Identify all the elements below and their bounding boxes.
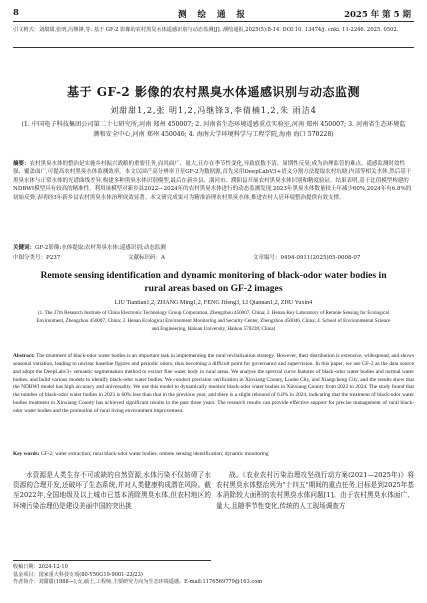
author-bio: 作者简介：刘甜甜(1988—),女,硕士,工程师,主要研究方向为生态环境遥感。E-mail:1176569779@163.com	[13, 579, 263, 586]
body-column-left: 水资源是人类生存不可或缺的自然资源,水体污染不仅妨碍了水资源的合理开发,还破坏了生态系统,并对人类健康构成潜在风险。截至2022年,全国地级及以上城市已基本消除黑臭水体,但农村地区的环境污染治理仍是建设美丽中国的突出挑	[13, 471, 211, 510]
keywords-english	[13, 451, 414, 457]
footnote-rule	[13, 560, 211, 561]
footnotes	[13, 564, 414, 587]
fund-project: 基金项目：国家重大科技专项(80-Y50G19-9001-22/23)	[13, 571, 143, 578]
received-date: 收稿日期：2024-12-10	[13, 564, 68, 570]
keywords-chinese	[13, 243, 414, 251]
abstract-text-en: The treatment of black-odor water bodies is an important task in implementing the rural revitalization strategy. However, their distribution is extensive, widespread, and shows seasonal variation, leading to unclear baseline figures and periodic odors, thus becoming a difficult point for governance and supervision. In this paper, we use GF-2 as the data source and adopt the DeepLabv3+ semantic segmentation method to extract fine water body in rural areas. We analyse the spectral curve features of black-odor water bodies and normal water bodies, and build various models to identify black-odor water bodies. We conduct precision verification in Xinxiang County, Luohe City, and Xiangcheng City, and the results show that the NDBWI model has high accuracy and universality. We use this model to dynamically monitor black-odor water bodies in Xinxiang County from 2022 to 2024. The study found that the number of black-odor water bodies in 2023 is 60% less than that in the previous year, and there is a slight rebound of 6.8% in 2024, indicating that the treatment of black-odor water bodies treatment in Xinxiang County has achieved significant results in the past three years. The research results can provide effective support for precise management of rural black-odor water bodies and the promotion of rural living environment improvement.	[13, 353, 414, 414]
citation-format: 引文格式：刘甜甜,张明,冯继锋,等. 基于 GF-2 影像的农村黑臭水体遥感识别与动态监测[J]. 测绘通报,2025(5):8-14. DOI:10. 13474/j. cnki. 11-2246. 2025. 0502.	[13, 27, 399, 33]
abstract-text-cn: 农村黑臭水体的整治是实施乡村振兴战略的重要任务,而其面广、量大,且存在季节性变化,导致底数不清、周期性反臭,成为治理监管的难点。遥感监测时效性强、覆盖面广,可提高农村黑臭水体监测效率。本文以国产高分辨率卫星GF-2为数据源,首先采用DeepLabV3+语义分割方法提取农村坑塘,内部等相关水体,然后基于黑臭水体与正常水体的光谱曲线差异,构建多种黑臭水体识别模型,最后在新乡县、潢河市、濮阳县开展农村黑臭水体识别和精度验证。结果表明,基于比值模型构建的NDBWI模型具有较高的精准性。利用该模型对新乡县2022—2024年的农村黑臭水体进行的动态监测发现,2023年黑臭水体数量较上年减少60%,2024年有6.8%的初始反弹,表明经3年新乡县农村黑臭水体治理成效显著。本文研究成果可为精准治理农村黑臭水体,推进农村人居环境整治提供有效支撑。	[13, 161, 412, 201]
keywords-text-en: GF-2; water extraction; rural black-odor water bodies; remote sensing identification; dynamic monitoring	[40, 451, 269, 457]
title-chinese: 基于 GF-2 影像的农村黑臭水体遥感识别与动态监测	[67, 85, 360, 99]
keywords-text-cn: GF-2影像;水体提取;农村黑臭水体;遥感识别;动态监测	[35, 245, 166, 251]
keywords-label-cn: 关键词：	[13, 245, 36, 251]
header-rule	[13, 21, 414, 22]
clc-number: 中图分类号：P237	[13, 255, 61, 261]
affiliations-english: (1. The 27th Research Institute of China Electronic Technology Group Corporation, Zhengzhou 450007, China; 2. Henan Key Laboratory of Remote Sensing for Ecological Environment, Zhengzhou 450007, China; 3. Henan Ecological Environment Monitoring and Security Center, Zhengzhou 450046, China; 4. School of Environmental Science and Engineering, Hainan University, Haikou 570228, China)	[36, 310, 391, 332]
document-code: 文献标识码：A	[128, 255, 165, 261]
running-header	[0, 6, 427, 20]
body-column-right: 战。《农业农村污染治理攻坚战行动方案(2021—2025年)》将农村黑臭水体整治列为"十四五"期间的重点任务,目标是到2025年基本消除较大面积的农村黑臭水体问题[1]。由于农村黑臭水体面广、量大,且随季节性变化,传统的人工现场调查方	[216, 471, 414, 510]
article-number: 文章编号：0494-0911(2025)05-0008-07	[253, 255, 361, 261]
keywords-label-en: Key words:	[13, 451, 40, 457]
citation-rule	[13, 47, 414, 48]
abstract-label-en: Abstract:	[13, 353, 35, 359]
year-issue: 2025 年 第 5 期	[344, 10, 411, 20]
title-english: Remote sensing identification and dynamic monitoring of black-odor water bodies in rural areas based on GF-2 images	[40, 270, 387, 294]
page-number: 8	[13, 8, 19, 18]
abstract-chinese	[13, 160, 414, 202]
affiliations-chinese: (1. 中国电子科技集团公司第二十七研究所,河南 郑州 450007; 2. 河南省生态环境遥感重点实验室,河南 郑州 450007; 3. 河南省生态环境监测和安全中心,河南 郑州 450046; 4. 海南大学环境科学与工程学院,海南 海口 570228)	[21, 121, 406, 138]
journal-name: 测 绘 通 报	[178, 10, 249, 20]
abstract-english	[13, 353, 414, 416]
abstract-label-cn: 摘要：	[13, 161, 30, 167]
authors-chinese: 刘甜甜1,2,张 明1,2,冯继锋3,李倩楠1,2,朱 雨洁4	[110, 106, 317, 115]
authors-english: LIU Tiantian1,2, ZHANG Ming1,2, FENG Jifeng3, LI Qiannan1,2, ZHU Yuxin4	[114, 300, 313, 306]
